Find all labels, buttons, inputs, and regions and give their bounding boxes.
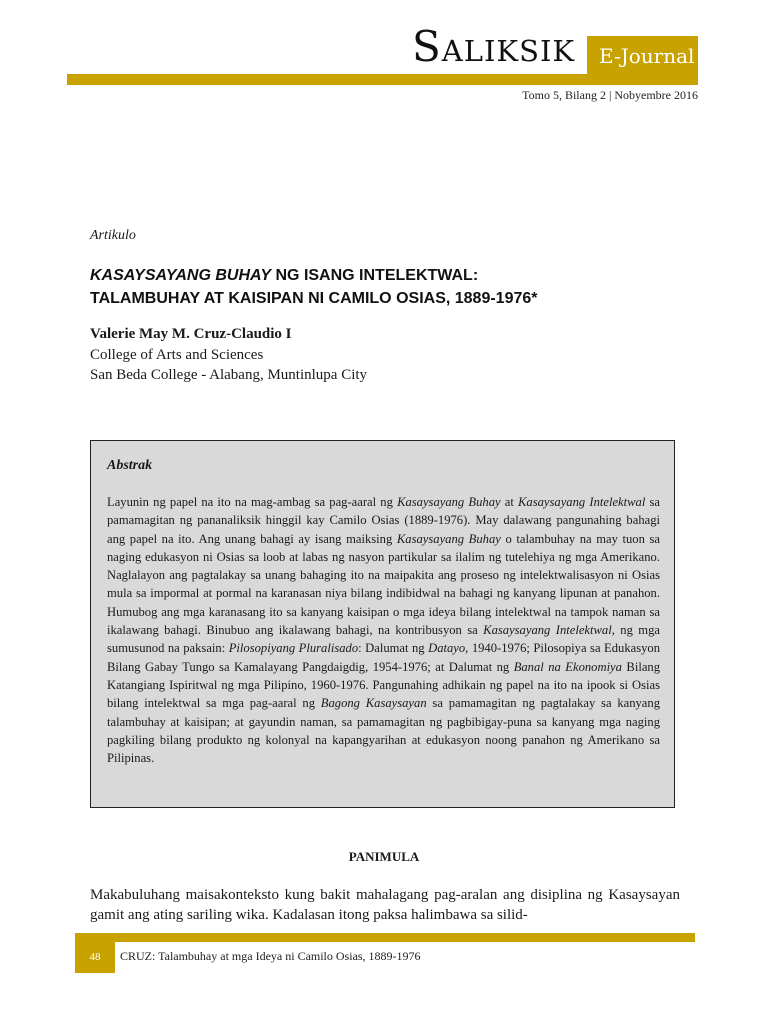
article-title: [90, 264, 680, 310]
abstract-segment: Kasaysayang Buhay: [397, 495, 501, 509]
header-rule: [67, 74, 698, 85]
title-line2: TALAMBUHAY AT KAISIPAN NI CAMILO OSIAS, 1889-1976*: [90, 290, 538, 307]
page-number-badge: [75, 942, 115, 973]
abstract-segment: Datayo: [428, 641, 466, 656]
abstract-segment: Kasaysayang Buhay: [396, 531, 501, 546]
title-line1-rest: NG ISANG INTELEKTWAL:: [271, 267, 479, 284]
abstract-segment: sa pamamagitan ng pananaliksik hinggil kay Camilo Osias (1889-1976). May dalawang pangunahing bahagi ang papel na ito. Ang unang bahagi ay isang maiksing: [107, 495, 660, 546]
body-paragraph: Makabuluhang maisakonteksto kung bakit mahalagang pag-aralan ang disiplina ng Kasaysayan gamit ang ating sariling wika. Kadalasan itong paksa halimbawa sa silid-: [90, 887, 680, 923]
issue-info: Tomo 5, Bilang 2 | Nobyembre 2016: [522, 88, 698, 102]
author-name: Valerie May M. Cruz-Claudio I: [90, 326, 292, 342]
abstract-segment: Kasaysayang Intelektwal: [483, 623, 612, 638]
abstract-segment: at: [500, 495, 519, 509]
abstract-segment: , ng mga sumusunod na paksain:: [107, 623, 660, 656]
journal-logo: Saliksik: [412, 22, 576, 71]
abstract-segment: Bagong Kasaysayan: [320, 696, 427, 711]
abstract-heading: Abstrak: [107, 458, 153, 473]
author-affiliation-institution: San Beda College - Alabang, Muntinlupa City: [90, 367, 368, 383]
abstract-segment: sa pamamagitan ng pagtalakay sa kanyang talambuhay at kaisipan; at gayundin naman, sa pamamagitan ng pagbibigay-puna sa kanyang mga naging pagkiling bilang produkto ng kolonyal na kapangyarihan at edukasyon noong panahon ng Amerikano sa Pilipinas.: [107, 696, 660, 766]
abstract-segment: Layunin ng papel na ito na mag-ambag sa pag-aaral ng: [107, 495, 398, 509]
section-heading: PANIMULA: [348, 849, 420, 864]
abstract-segment: Pilosopiyang Pluralisado: [228, 641, 359, 656]
article-type-label: Artikulo: [90, 228, 136, 243]
abstract-box: [90, 440, 675, 808]
abstract-segment: Kasaysayang Intelektwal: [518, 495, 646, 509]
abstract-segment: : Dalumat ng: [358, 641, 429, 656]
author-affiliation-college: College of Arts and Sciences: [90, 347, 264, 363]
title-italic-part: KASAYSAYANG BUHAY: [90, 267, 272, 284]
abstract-segment: Bilang Katangiang Ispiritwal ng mga Pilipino, 1960-1976. Pangunahing adhikain ng papel na ito na ipook si Osias bilang intelektwal sa mga pag-aaral ng: [107, 659, 661, 711]
abstract-segment: o talambuhay na may tuon sa naging edukasyon ni Osias sa loob at labas ng nasyon partikular sa ilalim ng tutelehiya ng mga Amerikano. Naglalayon ang pagtalakay sa unang bahaging ito na maipakita ang proseso ng intelektwalisasyon ni Osias mula sa impormal at pormal na karanasan niya bilang indibidwal na bahagi ng kanyang lipunan at panahon. Humubog ang mga karanasang ito sa kanyang kaisipan o mga ideya bilang intelektwal na tampok naman sa ikalawang bahagi. Binubuo ang ikalawang bahagi, na kontribusyon sa: [107, 531, 661, 638]
page-number: 48: [89, 951, 101, 963]
abstract-segment: Banal na Ekonomiya: [513, 659, 622, 674]
footer-rule: [75, 933, 695, 942]
ejournal-badge-label: E-Journal: [599, 44, 695, 68]
running-head: CRUZ: Talambuhay at mga Ideya ni Camilo Osias, 1889-1976: [120, 949, 421, 963]
abstract-text: [107, 493, 660, 767]
abstract-segment: , 1940-1976; Pilosopiya sa Edukasyon Bilang Gabay Tungo sa Kamalayang Pangdaigdig, 1954-1976; at Dalumat ng: [107, 641, 660, 674]
